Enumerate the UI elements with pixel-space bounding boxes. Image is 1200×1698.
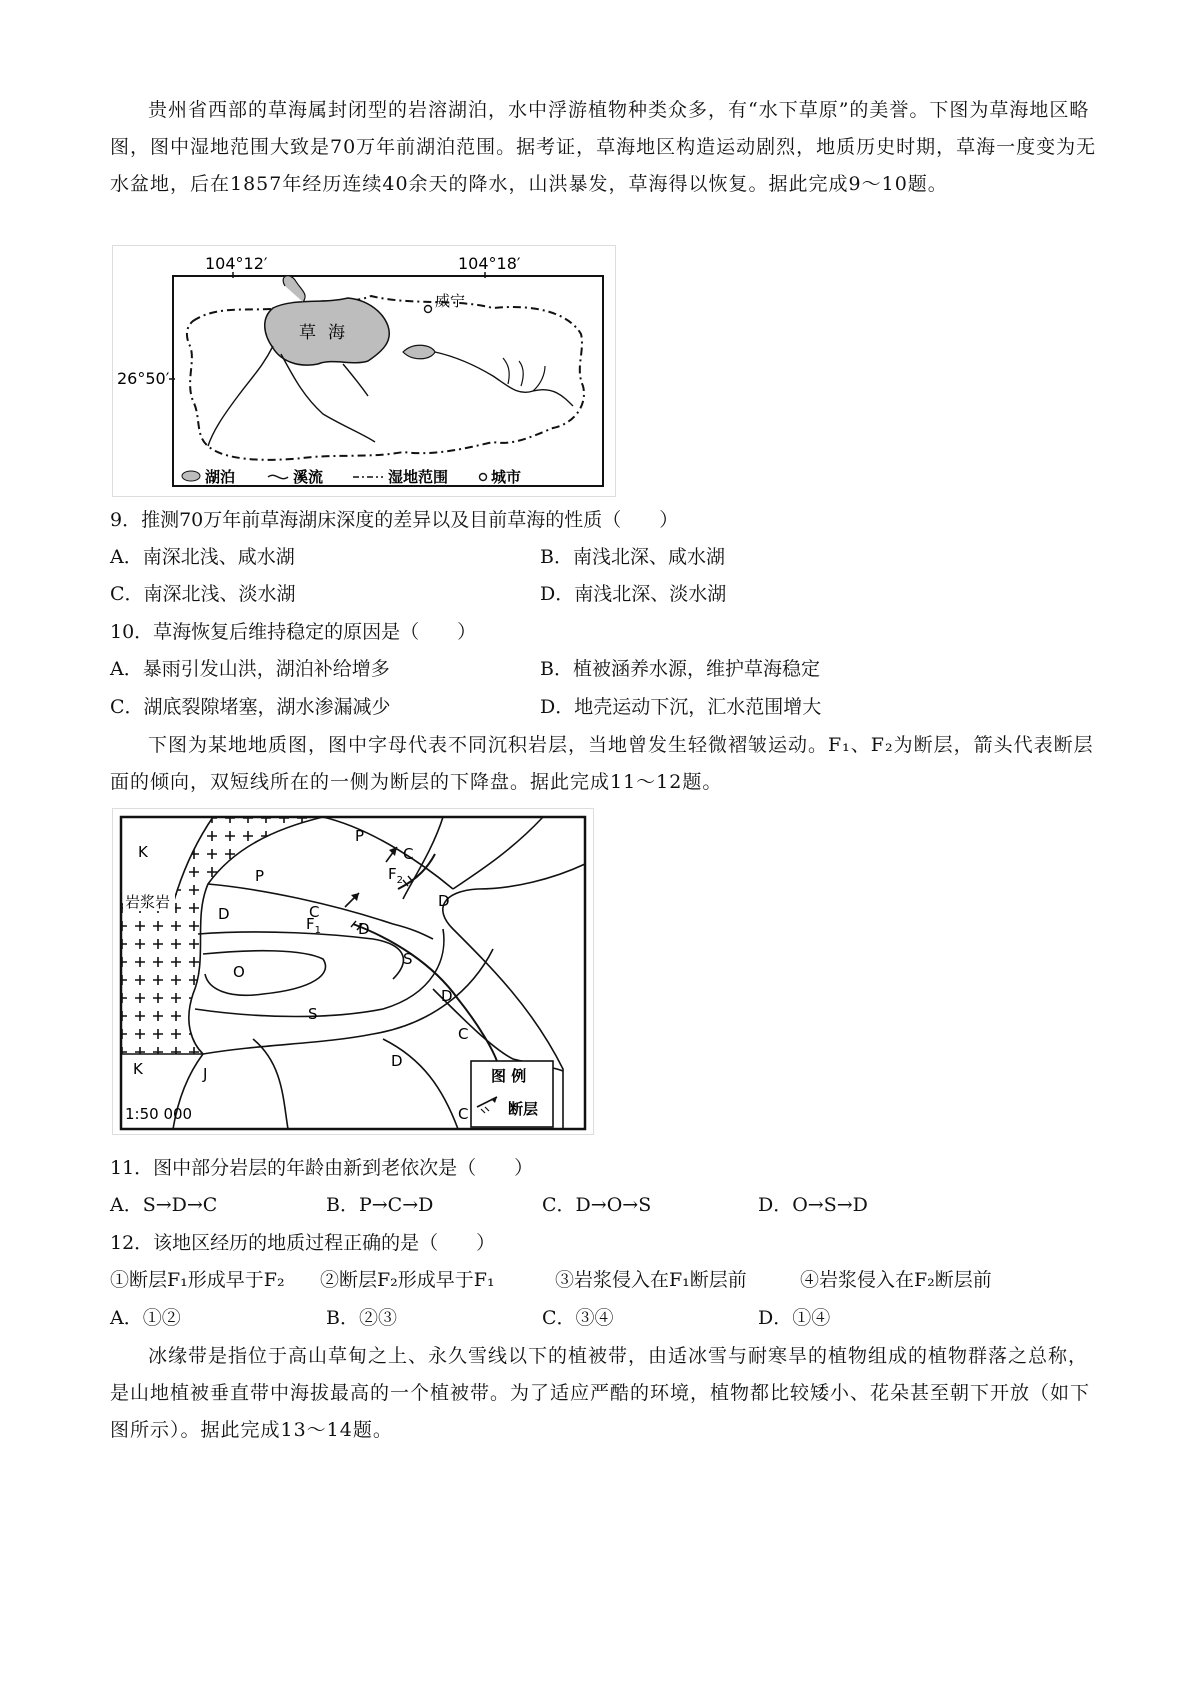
stratum-label: C [403,845,414,863]
city-label: 威宁 [435,292,466,310]
fault-f1-label: $F_1$ [306,915,322,936]
question-10-stem: 10．草海恢复后维持稳定的原因是（ ） [110,621,477,643]
stratum-label: P [355,827,365,845]
stratum-label: P [255,867,265,885]
geologic-map-figure [112,808,594,1135]
q12-statement-4: ④岩浆侵入在F₂断层前 [800,1269,992,1291]
q10-option-b[interactable]: B．植被涵养水源，维护草海稳定 [540,658,820,680]
stratum-label: S [403,950,413,968]
question-11-stem: 11．图中部分岩层的年龄由新到老依次是（ ） [110,1157,534,1179]
q12-option-a[interactable]: A．①② [110,1307,181,1329]
q12-statement-1: ①断层F₁形成早于F₂ [110,1269,285,1291]
stratum-label: D [358,920,370,938]
scale-label: 1:50 000 [125,1105,193,1123]
q12-statement-3: ③岩浆侵入在F₁断层前 [555,1269,747,1291]
stratum-label: D [438,892,450,910]
stratum-label: D [441,987,453,1005]
q9-option-d[interactable]: D．南浅北深、淡水湖 [540,583,727,605]
stratum-label: S [308,1005,318,1023]
q12-option-b[interactable]: B．②③ [326,1307,397,1329]
stratum-label: D [391,1052,403,1070]
caohai-map-figure [112,245,616,497]
legend-city: 城市 [491,468,522,486]
q12-option-d[interactable]: D．①④ [758,1307,831,1329]
q11-option-d[interactable]: D．O→S→D [758,1194,868,1216]
lat-label: 26°50′ [117,369,170,388]
stratum-label: C [458,1025,469,1043]
intro-paragraph-2: 下图为某地地质图，图中字母代表不同沉积岩层，当地曾发生轻微褶皱运动。F₁、F₂为断层，箭头代表断层面的倾向，双短线所在的一侧为断层的下降盘。据此完成11～12题。 [110,734,1094,793]
fault-f2-label: $F_2$ [388,865,404,886]
legend-fault: 断层 [508,1100,539,1118]
stratum-label: C [458,1105,469,1123]
q12-statement-2: ②断层F₂形成早于F₁ [320,1269,495,1291]
caohai-map [113,246,615,496]
q11-option-a[interactable]: A．S→D→C [110,1194,218,1216]
q11-option-b[interactable]: B．P→C→D [326,1194,434,1216]
question-12-stem: 12．该地区经历的地质过程正确的是（ ） [110,1232,496,1254]
stratum-label: O [233,963,245,981]
city-dot [425,306,432,313]
small-lake [403,345,435,359]
q12-option-c[interactable]: C．③④ [542,1307,614,1329]
legend-title: 图 例 [491,1067,527,1085]
q10-option-a[interactable]: A．暴雨引发山洪，湖泊补给增多 [110,658,390,680]
legend-wetland: 湿地范围 [388,468,449,486]
q10-option-d[interactable]: D．地壳运动下沉，汇水范围增大 [540,696,822,718]
lon-label-2: 104°18′ [458,254,521,273]
stratum-label: J [203,1065,208,1083]
intro-paragraph-3: 冰缘带是指位于高山草甸之上、永久雪线以下的植被带，由适冰雪与耐寒旱的植物组成的植物群落之总称，是山地植被垂直带中海拔最高的一个植被带。为了适应严酷的环境，植物都比较矮小、花朵甚至朝下开放（如下图所示）。据此完成13～14题。 [110,1345,1091,1441]
stratum-label: C [309,903,320,921]
stratum-label: D [218,905,230,923]
magma-label: 岩浆岩 [125,893,171,911]
lake-name-2: 海 [328,323,345,343]
stratum-label: K [138,843,148,861]
q9-option-a[interactable]: A．南深北浅、咸水湖 [110,546,295,568]
q9-option-b[interactable]: B．南浅北深、咸水湖 [540,546,725,568]
q11-option-c[interactable]: C．D→O→S [542,1194,652,1216]
question-9-stem: 9．推测70万年前草海湖床深度的差异以及目前草海的性质（ ） [110,509,679,531]
q10-option-c[interactable]: C．湖底裂隙堵塞，湖水渗漏减少 [110,696,391,718]
lake-name-1: 草 [299,323,316,343]
legend-lake: 湖泊 [205,468,236,486]
legend-stream: 溪流 [293,468,324,486]
stratum-label: K [133,1060,143,1078]
intro-paragraph-1: 贵州省西部的草海属封闭型的岩溶湖泊，水中浮游植物种类众多，有“水下草原”的美誉。下图为草海地区略图，图中湿地范围大致是70万年前湖泊范围。据考证，草海地区构造运动剧烈，地质历史时期，草海一度变为无水盆地，后在1857年经历连续40余天的降水，山洪暴发，草海得以恢复。据此完成9～10题。 [110,99,1097,195]
lon-label-1: 104°12′ [205,254,268,273]
q9-option-c[interactable]: C．南深北浅、淡水湖 [110,583,296,605]
geologic-map [113,809,593,1134]
